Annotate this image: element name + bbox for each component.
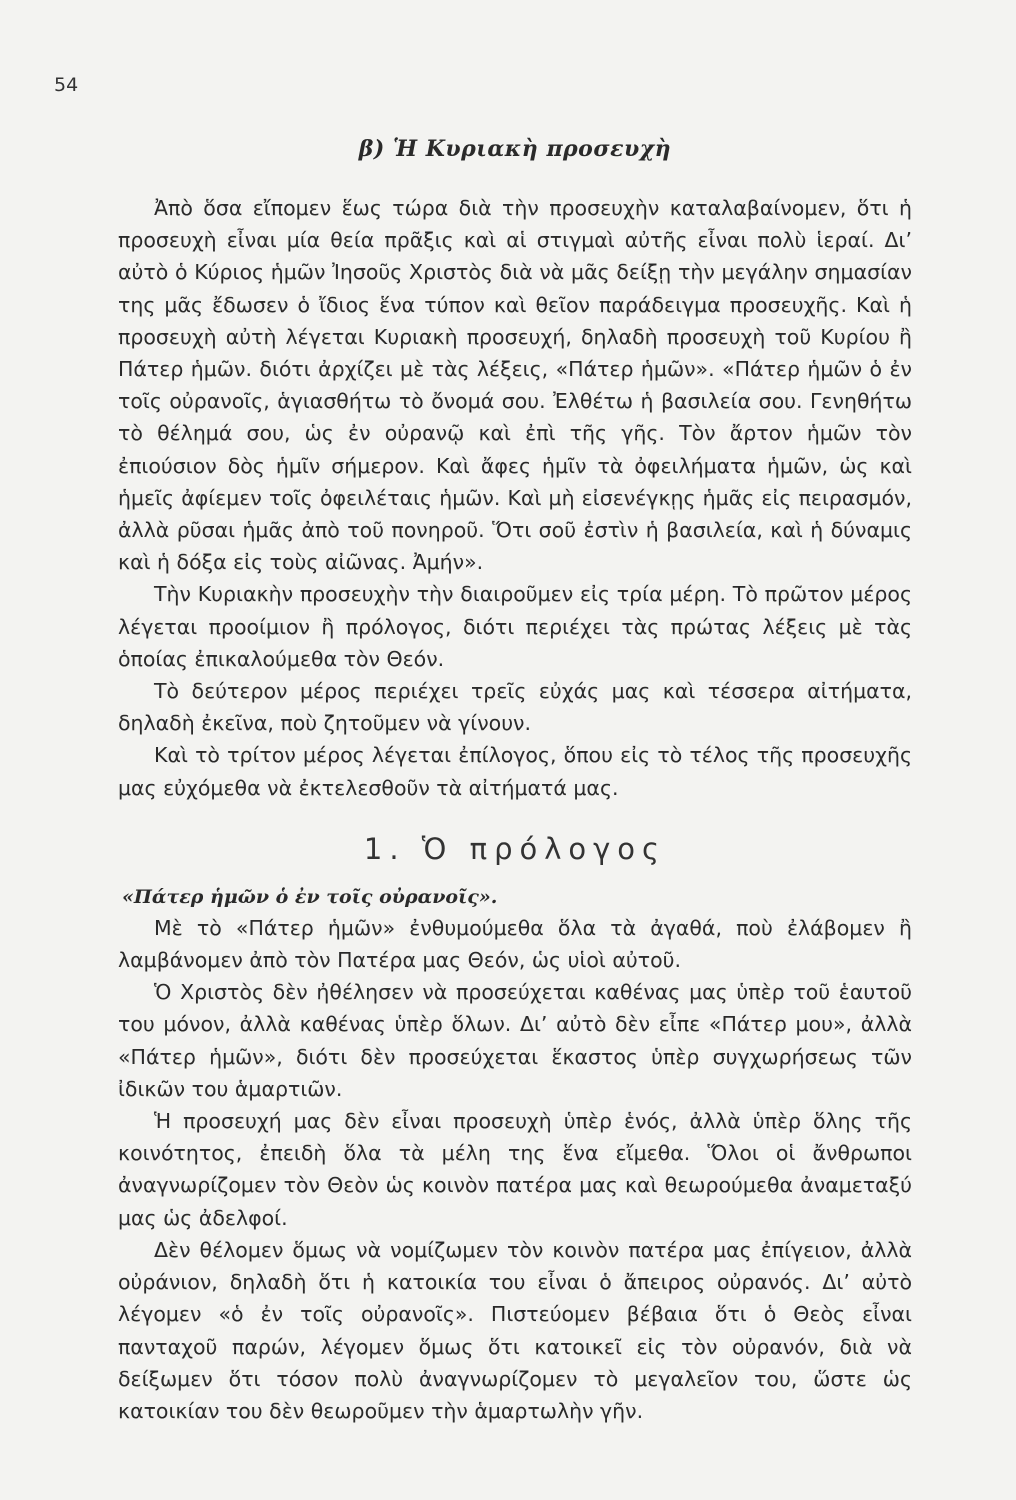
paragraph: Δὲν θέλομεν ὅμως νὰ νομίζωμεν τὸν κοινὸν πατέρα μας ἐπίγειον, ἀλλὰ οὐράνιον, δηλαδὴ ὅτι ἡ κατοικία του εἶναι ὁ ἄπειρος οὐρανός. Δι’ αὐτὸ λέγομεν «ὁ ἐν τοῖς οὐρανοῖς». Πιστεύομεν βέβαια ὅτι ὁ Θεὸς εἶναι πανταχοῦ παρών, λέγομεν ὅμως ὅτι κατοικεῖ εἰς τὸν οὐρανόν, διὰ νὰ δείξωμεν ὅτι τόσον πολὺ ἀναγνωρίζομεν τὸ μεγαλεῖον του, ὥστε ὡς κατοικίαν του δὲν θεωροῦμεν τὴν ἁμαρτωλὴν γῆν.: [118, 1237, 912, 1423]
paragraph: Τὸ δεύτερον μέρος περιέχει τρεῖς εὐχάς μας καὶ τέσσερα αἰτήματα, δηλαδὴ ἐκεῖνα, ποὺ ζητοῦμεν νὰ γίνουν.: [118, 679, 912, 736]
paragraph: Ὁ Χριστὸς δὲν ἠθέλησεν νὰ προσεύχεται καθένας μας ὑπὲρ τοῦ ἑαυτοῦ του μόνον, ἀλλὰ καθένας ὑπὲρ ὅλων. Δι’ αὐτὸ δὲν εἶπε «Πάτερ μου», ἀλλὰ «Πάτερ ἡμῶν», διότι δὲν προσεύχεται ἕκαστος ὑπὲρ συγχωρήσεως τῶν ἰδικῶν του ἁμαρτιῶν.: [118, 980, 912, 1101]
section-title: β) Ἡ Κυριακὴ προσευχὴ: [358, 136, 672, 162]
paragraph: Μὲ τὸ «Πάτερ ἡμῶν» ἐνθυμούμεθα ὅλα τὰ ἀγαθά, ποὺ ἐλάβομεν ἢ λαμβάνομεν ἀπὸ τὸν Πατέρα μας Θεόν, ὡς υἱοὶ αὐτοῦ.: [118, 915, 912, 973]
paragraph: Καὶ τὸ τρίτον μέρος λέγεται ἐπίλογος, ὅπου εἰς τὸ τέλος τῆς προσευχῆς μας εὐχόμεθα νὰ ἐκτελεσθοῦν τὰ αἰτήματά μας.: [118, 743, 912, 800]
paragraph: Ἀπὸ ὅσα εἴπομεν ἕως τώρα διὰ τὴν προσευχὴν καταλαβαίνομεν, ὅτι ἡ προσευχὴ εἶναι μία θεία πρᾶξις καὶ αἱ στιγμαὶ αὐτῆς εἶναι πολὺ ἱεραί. Δι’ αὐτὸ ὁ Κύριος ἡμῶν Ἰησοῦς Χριστὸς διὰ νὰ μᾶς δείξῃ τὴν μεγάλην σημασίαν της μᾶς ἔδωσεν ὁ ἴδιος ἕνα τύπον καὶ θεῖον παράδειγμα προσευχῆς. Καὶ ἡ προσευχὴ αὐτὴ λέγεται Κυριακὴ προσευχή, δηλαδὴ προσευχὴ τοῦ Κυρίου ἢ Πάτερ ἡμῶν. διότι ἀρχίζει μὲ τὰς λέξεις, «Πάτερ ἡμῶν». «Πάτερ ἡμῶν ὁ ἐν τοῖς οὐρανοῖς, ἁγιασθήτω τὸ ὄνομά σου. Ἐλθέτω ἡ βασιλεία σου. Γενηθήτω τὸ θέλημά σου, ὡς ἐν οὐρανῷ καὶ ἐπὶ τῆς γῆς. Τὸν ἄρτον ἡμῶν τὸν ἐπιούσιον δὸς ἡμῖν σήμερον. Καὶ ἄφες ἡμῖν τὰ ὀφειλήματα ἡμῶν, ὡς καὶ ἡμεῖς ἀφίεμεν τοῖς ὀφειλέταις ἡμῶν. Καὶ μὴ εἰσενέγκῃς ἡμᾶς εἰς πειρασμόν, ἀλλὰ ρῦσαι ἡμᾶς ἀπὸ τοῦ πονηροῦ. Ὅτι σοῦ ἐστὶν ἡ βασιλεία, καὶ ἡ δύναμις καὶ ἡ δόξα εἰς τοὺς αἰῶνας. Ἀμήν».: [118, 196, 912, 575]
subsection-heading: 1. Ὁ πρόλογος: [363, 831, 667, 866]
paragraph: Ἡ προσευχή μας δὲν εἶναι προσευχὴ ὑπὲρ ἑνός, ἀλλὰ ὑπὲρ ὅλης τῆς κοινότητος, ἐπειδὴ ὅλα τὰ μέλη της ἕνα εἴμεθα. Ὅλοι οἱ ἄνθρωποι ἀναγνωρίζομεν τὸν Θεὸν ὡς κοινὸν πατέρα μας καὶ θεωρούμεθα ἀναμεταξύ μας ὡς ἀδελφοί.: [118, 1109, 912, 1230]
paragraph: Τὴν Κυριακὴν προσευχὴν τὴν διαιροῦμεν εἰς τρία μέρη. Τὸ πρῶτον μέρος λέγεται προοίμιον ἢ πρόλογος, διότι περιέχει τὰς πρώτας λέξεις μὲ τὰς ὁποίας ἐπικαλούμεθα τὸν Θεόν.: [118, 582, 912, 671]
page-number: 54: [54, 74, 79, 96]
quote-heading: «Πάτερ ἡμῶν ὁ ἐν τοῖς οὐρανοῖς».: [122, 885, 498, 908]
